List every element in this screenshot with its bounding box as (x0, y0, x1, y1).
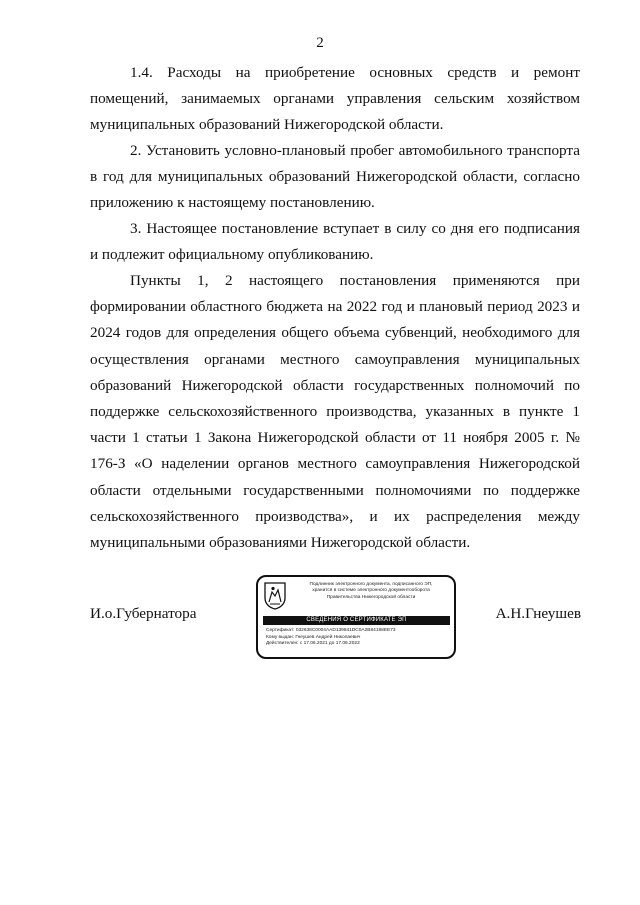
stamp-validity: Действителен: с 17.06.2021 до 17.06.2022 (266, 641, 360, 646)
paragraph-1-4: 1.4. Расходы на приобретение основных средств и ремонт помещений, занимаемых органами управления сельским хозяйством муниципальных образований Нижегородской области. (90, 64, 580, 134)
stamp-certificate-band: СВЕДЕНИЯ О СЕРТИФИКАТЕ ЭП (263, 616, 450, 625)
stamp-header (264, 582, 450, 614)
stamp-header-line: хранится в системе электронного документооборота (312, 588, 430, 594)
paragraph-2: 2. Установить условно-плановый пробег автомобильного транспорта в год для муниципальных образований Нижегородской области, согласно приложению к настоящему постановлению. (90, 142, 580, 212)
paragraph-3: 3. Настоящее постановление вступает в силу со дня его подписания и подлежит официальному опубликованию. (90, 220, 580, 264)
stamp-header-line: Правительства Нижегородской области (326, 594, 416, 600)
stamp-header-line: Подлинник электронного документа, подписанного ЭП, (309, 582, 433, 587)
electronic-signature-stamp (256, 575, 456, 659)
stamp-issued-to: Кому выдан: Гнеушев Андрей Николаевич (266, 634, 361, 640)
signatory-name: А.Н.Гнеушев (495, 605, 581, 622)
paragraph-applicability: Пункты 1, 2 настоящего постановления применяются при формировании областного бюджета на 2022 год и плановый период 2023 и 2024 годов для определения общего объема субвенций, необходимого для осуществления органами местного самоуправления муниципальных образований Нижегородской области государственных полномочий по поддержке сельскохозяйственного производства, указанных в пункте 1 части 1 статьи 1 Закона Нижегородской области от 11 ноября 2005 г. № 176-З «О наделении органов местного самоуправления Нижегородской области отдельными государственными полномочиями по поддержке сельскохозяйственного производства», и их распределения между муниципальными образованиями Нижегородской области. (90, 272, 580, 552)
page-number: 2 (316, 35, 324, 51)
signatory-position: И.о.Губернатора (90, 605, 197, 622)
stamp-certificate-number: Сертификат: 032638C0004AAD139841DC0A2B84188EE73 (266, 628, 396, 633)
coat-of-arms-icon (264, 582, 286, 610)
stamp-header-text (291, 582, 451, 601)
